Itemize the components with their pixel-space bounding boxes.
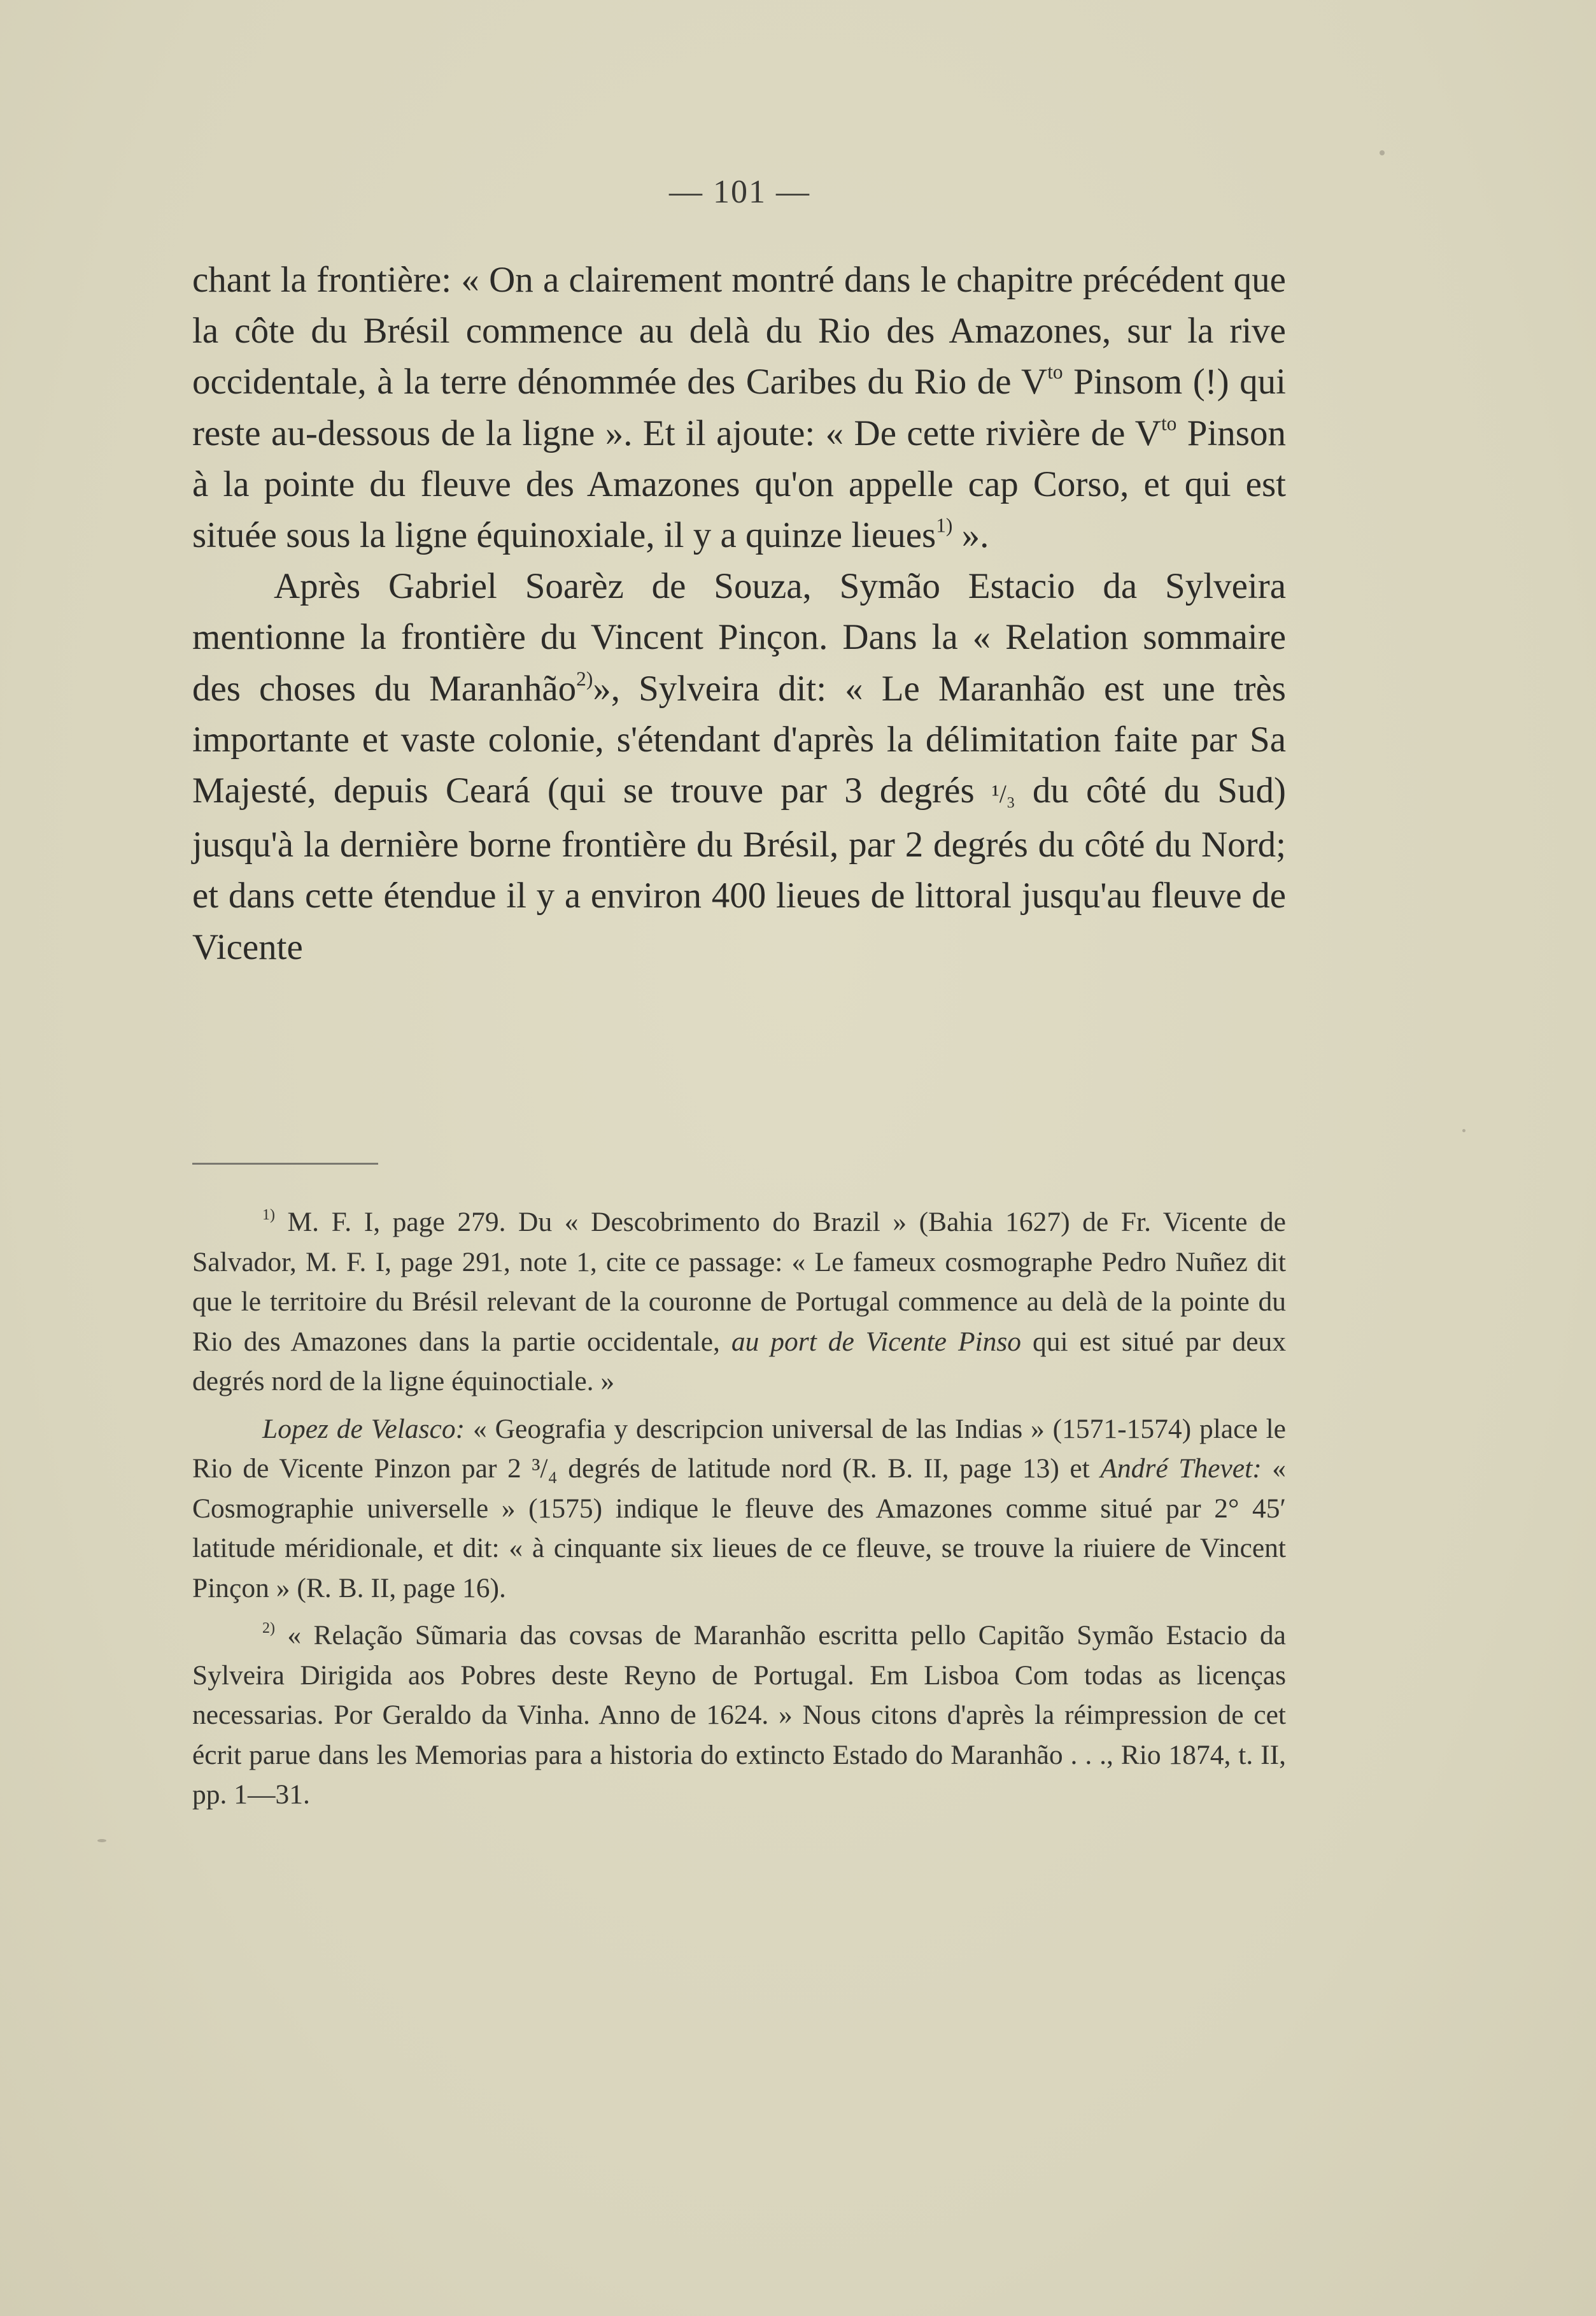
paragraph-2: Après Gabriel Soarèz de Souza, Symão Estacio da Sylveira mentionne la frontière du Vincent Pinçon. Dans la « Relation sommaire des choses du Maranhão$^{2)}$», Sylveira dit: « Le Maranhão est une très importante et vaste colonie, s'étendant d'après la délimitation faite par Sa Majesté, depuis Ceará (qui se trouve par 3 degrés ¹/₃ du côté du Sud) jusqu'à la dernière borne frontière du Brésil, par 2 degrés du côté du Nord; et dans cette étendue il y a environ 400 lieues de littoral jusqu'au fleuve de Vicente: [192, 566, 1286, 967]
footnote-1: $^{1)}$ M. F. I, page 279. Du « Descobrimento do Brazil » (Bahia 1627) de Fr. Vicente de Salvador, M. F. I, page 291, note 1, cite ce passage: « Le fameux cosmographe Pedro Nuñez dit que le territoire du Brésil relevant de la couronne de Portugal commence au delà de la pointe du Rio des Amazones dans la partie occidentale, au port de Vicente Pinso qui est situé par deux degrés nord de la ligne équinoctiale. »: [192, 1207, 1287, 1396]
superscript: to: [1047, 360, 1063, 383]
footnote-ref-2[interactable]: 2): [576, 667, 593, 690]
paragraph-1: chant la frontière: « On a clairement montré dans le chapitre précédent que la côte du Brésil commence au delà du Rio des Amazones, sur la rive occidentale, à la terre dénommée des Caribes du Rio de $V^{to}$ Pinsom (!) qui reste au-dessous de la ligne ». Et il ajoute: « De cette rivière de $V^{to}$ Pinson à la pointe du fleuve des Amazones qu'on appelle cap Corso, et qui est située sous la ligne équinoxiale, il y a quinze lieues$^{1)}$ ».: [192, 260, 1286, 556]
paper-speck: [1380, 150, 1385, 155]
paper-speck: [97, 1839, 106, 1842]
footnote-2: $^{2)}$ « Relação Sũmaria das covsas de Maranhão escritta pello Capitão Symão Estacio da Sylveira Dirigida aos Pobres deste Reyno de Portugal. Em Lisboa Com todas as licenças necessarias. Por Geraldo da Vinha. Anno de 1624. » Nous citons d'après la réimpression de cet écrit parue dans les Memorias para a historia do extincto Estado do Maranhão . . ., Rio 1874, t. II, pp. 1—31.: [192, 1620, 1286, 1810]
footnote-marker-2: 2): [262, 1620, 275, 1637]
main-text: [192, 255, 1286, 973]
fraction: ¹/₃: [991, 779, 1015, 809]
superscript: to: [1161, 412, 1177, 435]
page-number: — 101 —: [669, 174, 810, 210]
footnotes: [192, 1202, 1286, 1815]
footnote-marker-1: 1): [262, 1207, 275, 1224]
paper-speck: [1462, 1129, 1465, 1132]
footnote-ref-1[interactable]: 1): [936, 514, 953, 537]
footnote-1-continuation: Lopez de Velasco: « Geografia y descripcion universal de las Indias » (1571-1574) place le Rio de Vicente Pinzon par 2 ³/₄ degrés de latitude nord (R. B. II, page 13) et André Thevet: « Cosmographie universelle » (1575) indique le fleuve des Amazones comme situé par 2° 45′ latitude méridionale, et dit: « à cinquante six lieues de ce fleuve, se trouve la riuiere de Vincent Pinçon » (R. B. II, page 16).: [192, 1413, 1287, 1603]
footnote-divider: [192, 1163, 378, 1165]
